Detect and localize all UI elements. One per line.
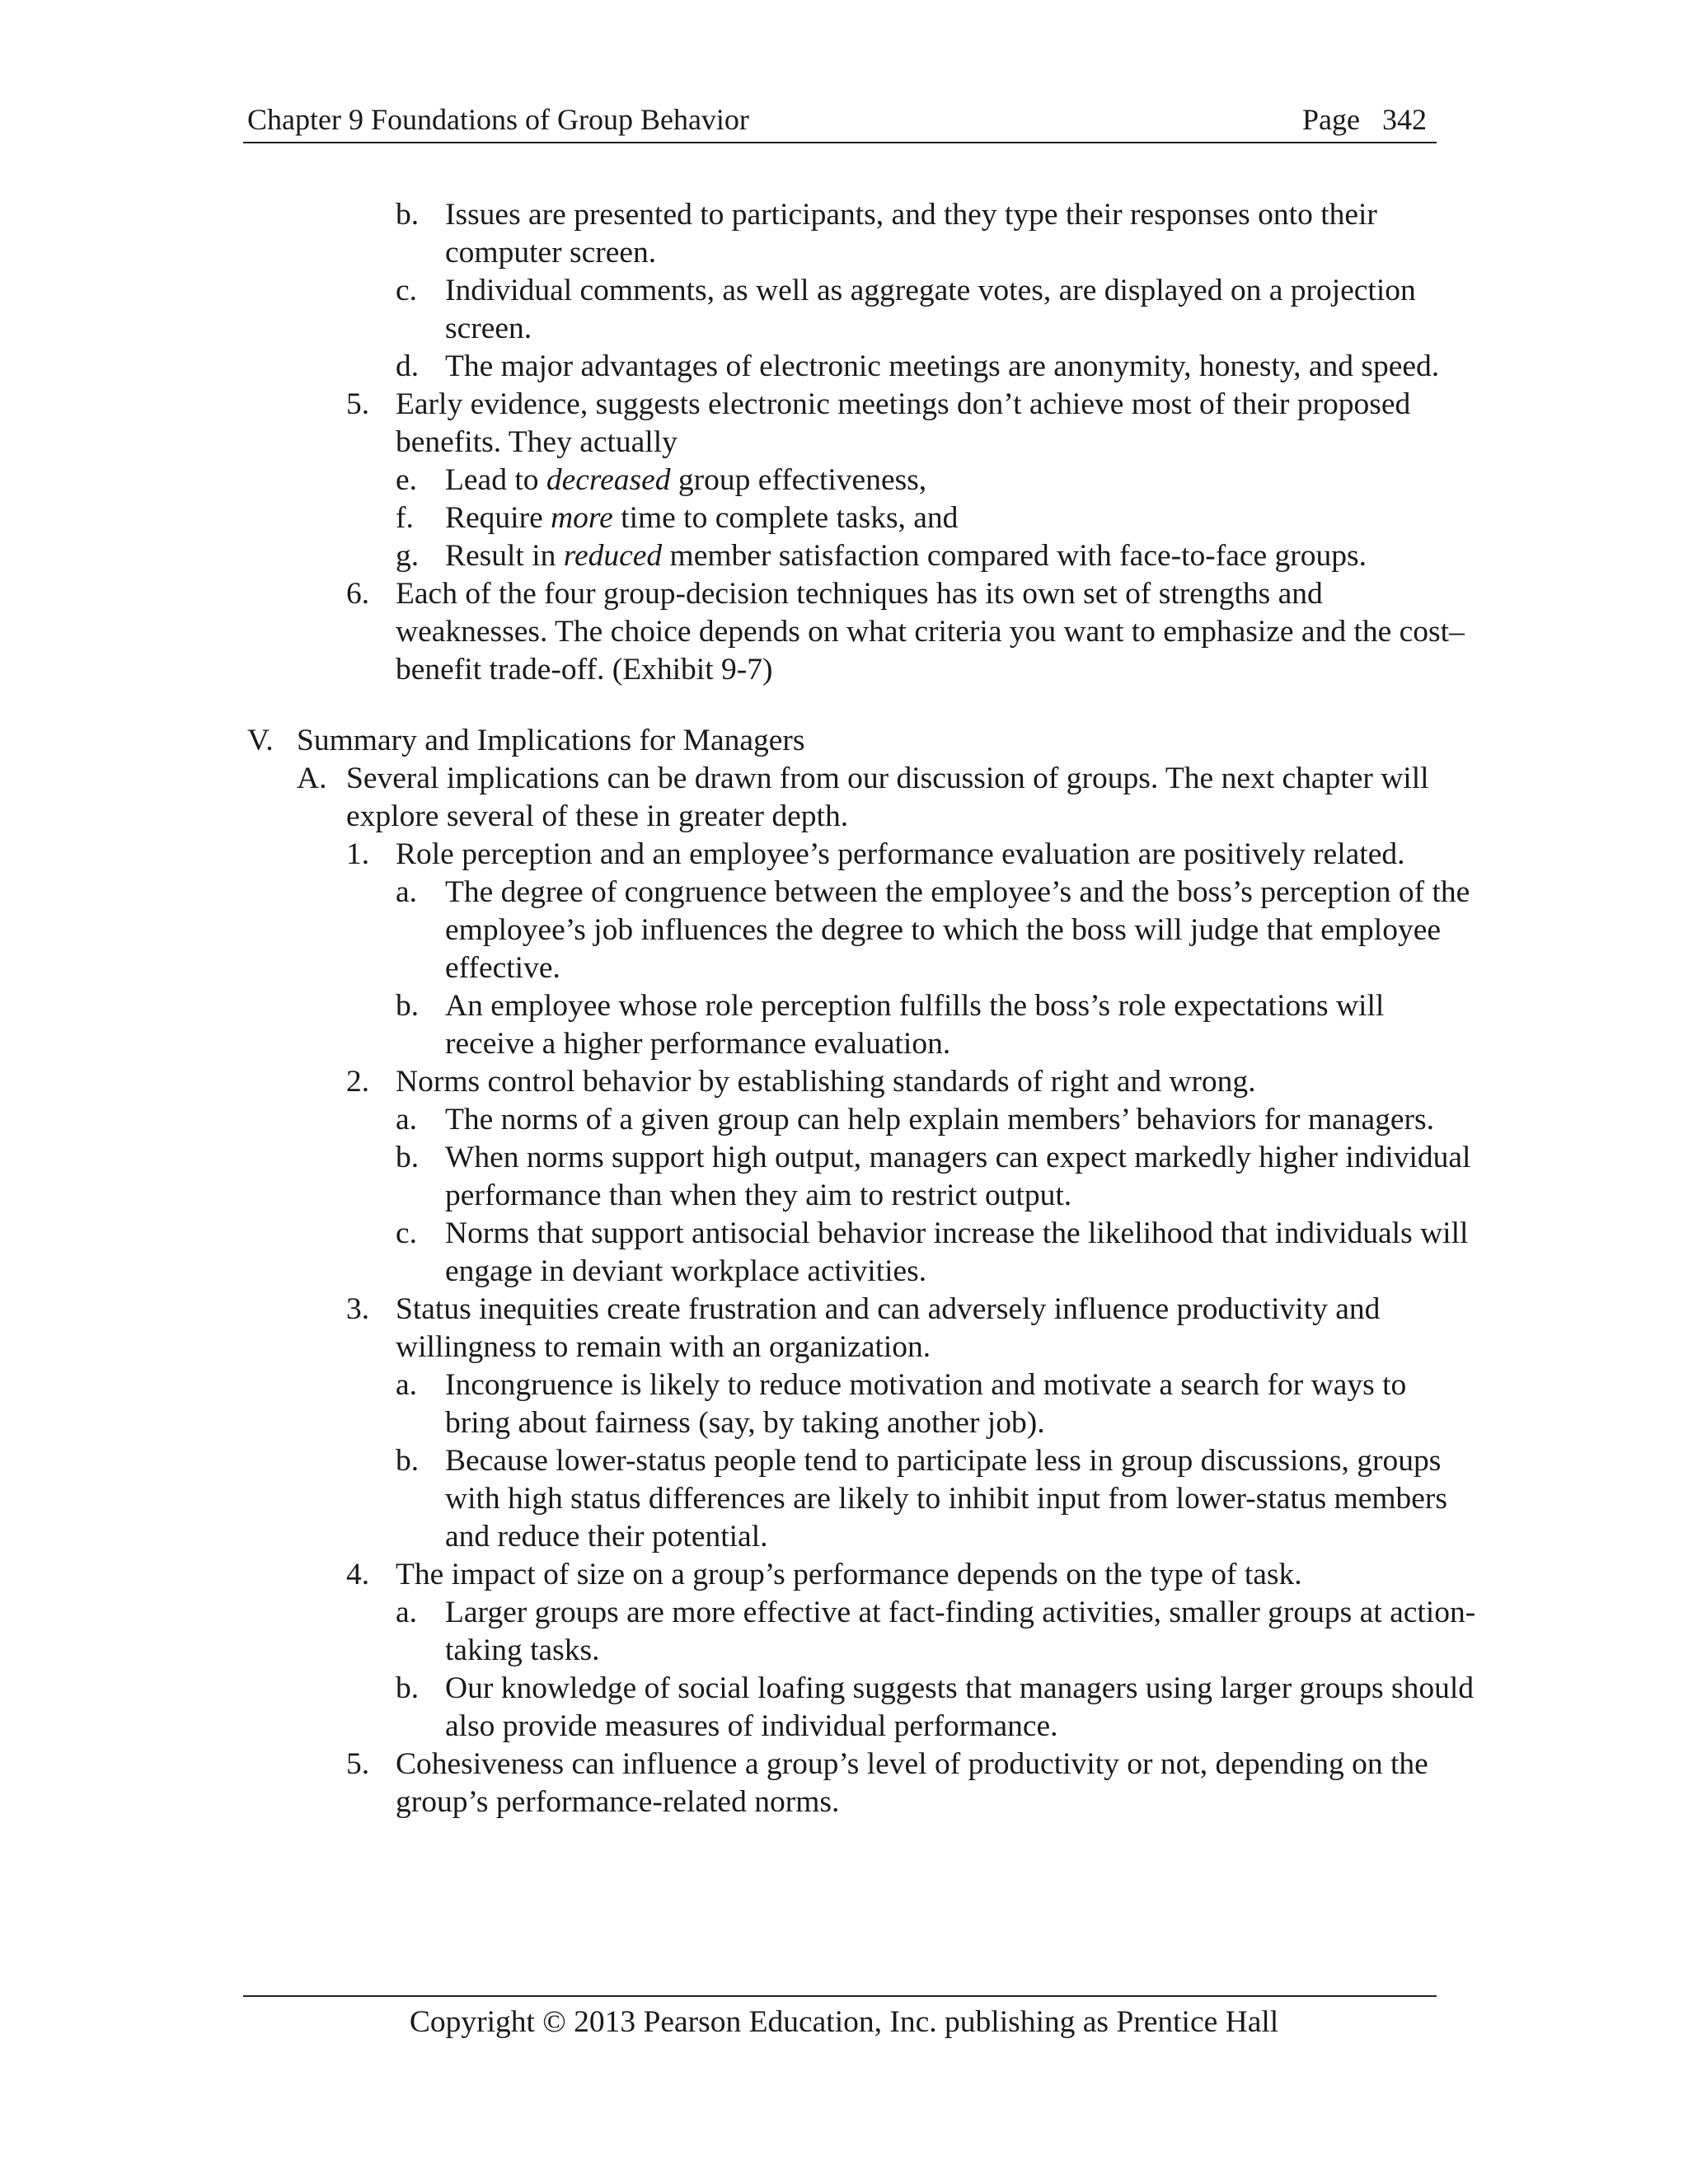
outline-item-level-3 — [0, 1670, 1688, 1746]
outline-item-level-0 — [0, 722, 1688, 760]
item-text-pre: Lead to — [445, 463, 546, 497]
outline-item-level-3 — [0, 196, 1688, 272]
item-label: 1. — [346, 837, 370, 871]
item-text: When norms support high output, managers can expect markedly higher individual performance than when they aim to restrict output. — [445, 1141, 1471, 1212]
item-text-emphasis: decreased — [546, 463, 671, 497]
item-label: b. — [396, 1444, 420, 1478]
outline-item-level-3 — [0, 987, 1688, 1063]
footer-rule — [243, 1995, 1437, 1997]
page-header — [243, 97, 1437, 143]
section-gap — [0, 689, 1688, 722]
item-label: a. — [396, 1368, 418, 1402]
outline-item-level-2 — [0, 1746, 1688, 1821]
item-label: 4. — [346, 1558, 370, 1591]
item-text-emphasis: more — [551, 501, 613, 535]
item-label: d. — [396, 349, 420, 383]
item-label: f. — [396, 501, 414, 535]
item-text-post: group effectiveness, — [670, 463, 927, 497]
item-label: b. — [396, 1671, 420, 1705]
outline-item-level-3 — [0, 499, 1688, 537]
outline-item-level-1 — [0, 760, 1688, 836]
item-text: Cohesiveness can influence a group’s level of productivity or not, depending on the group’s performance-related norms. — [396, 1747, 1428, 1819]
item-text-post: time to complete tasks, and — [612, 501, 959, 535]
page-number: Page 342 — [1302, 103, 1427, 136]
item-text: Individual comments, as well as aggregate votes, are displayed on a projection screen. — [445, 274, 1416, 345]
item-label: b. — [396, 198, 420, 232]
copyright-notice: Copyright © 2013 Pearson Education, Inc. publishing as Prentice Hall — [409, 2005, 1279, 2039]
outline-item-level-3 — [0, 1139, 1688, 1215]
item-text-post: member satisfaction compared with face-to-face groups. — [662, 539, 1367, 573]
item-label: V. — [247, 724, 274, 757]
item-label: b. — [396, 1141, 420, 1174]
outline-body — [0, 196, 1688, 1821]
item-text — [445, 537, 1478, 575]
item-label: c. — [396, 274, 418, 307]
item-text: Each of the four group-decision techniques has its own set of strengths and weaknesses. The choice depends on what criteria you want to emphasize and the cost–benefit trade-off. (Exhibit 9-7) — [396, 577, 1465, 687]
outline-item-level-3 — [0, 1594, 1688, 1670]
item-text-pre: Require — [445, 501, 551, 535]
item-text: Norms that support antisocial behavior increase the likelihood that individuals will engage in deviant workplace activities. — [445, 1216, 1469, 1288]
outline-item-level-2 — [0, 1291, 1688, 1366]
item-label: b. — [396, 989, 420, 1023]
item-text: Issues are presented to participants, and they type their responses onto their computer screen. — [445, 198, 1377, 269]
item-label: a. — [396, 1103, 418, 1137]
item-text: The impact of size on a group’s performance depends on the type of task. — [396, 1558, 1302, 1591]
outline-item-level-2 — [0, 386, 1688, 462]
item-text: Norms control behavior by establishing standards of right and wrong. — [396, 1065, 1256, 1099]
outline-item-level-3 — [0, 348, 1688, 386]
item-label: g. — [396, 539, 420, 573]
item-label: a. — [396, 1596, 418, 1629]
item-text: The major advantages of electronic meetings are anonymity, honesty, and speed. — [445, 349, 1440, 383]
item-label: A. — [297, 762, 327, 795]
item-text: Role perception and an employee’s performance evaluation are positively related. — [396, 837, 1405, 871]
item-label: 3. — [346, 1292, 370, 1326]
item-text: Several implications can be drawn from our discussion of groups. The next chapter will explore several of these in greater depth. — [346, 762, 1429, 833]
outline-item-level-2 — [0, 836, 1688, 874]
chapter-title: Chapter 9 Foundations of Group Behavior — [247, 103, 749, 136]
outline-item-level-3 — [0, 1366, 1688, 1442]
item-label: 5. — [346, 387, 370, 421]
item-text: Larger groups are more effective at fact-finding activities, smaller groups at action-taking tasks. — [445, 1596, 1476, 1667]
item-text: Summary and Implications for Managers — [297, 724, 805, 757]
outline-item-level-2 — [0, 1556, 1688, 1594]
outline-item-level-3 — [0, 1215, 1688, 1291]
item-text-emphasis: reduced — [563, 539, 663, 573]
outline-item-level-3 — [0, 1442, 1688, 1556]
outline-item-level-2 — [0, 1063, 1688, 1101]
item-text: The norms of a given group can help explain members’ behaviors for managers. — [445, 1103, 1434, 1137]
item-text: Because lower-status people tend to participate less in group discussions, groups with high status differences are likely to inhibit input from lower-status members and reduce their potential. — [445, 1444, 1448, 1554]
item-text: Incongruence is likely to reduce motivation and motivate a search for ways to bring about fairness (say, by taking another job). — [445, 1368, 1407, 1440]
item-text: Status inequities create frustration and can adversely influence productivity and willingness to remain with an organization. — [396, 1292, 1381, 1364]
outline-item-level-3 — [0, 1101, 1688, 1139]
outline-item-level-2 — [0, 575, 1688, 689]
item-text — [445, 499, 1478, 537]
outline-item-level-3 — [0, 537, 1688, 575]
outline-item-level-3 — [0, 874, 1688, 987]
item-label: 5. — [346, 1747, 370, 1781]
item-label: a. — [396, 875, 418, 909]
item-text: Early evidence, suggests electronic meetings don’t achieve most of their proposed benefits. They actually — [396, 387, 1411, 459]
item-label: 2. — [346, 1065, 370, 1099]
item-text: An employee whose role perception fulfills the boss’s role expectations will receive a higher performance evaluation. — [445, 989, 1385, 1061]
item-label: 6. — [346, 577, 370, 611]
page-footer — [0, 2001, 1688, 2044]
outline-item-level-3 — [0, 462, 1688, 499]
outline-item-level-3 — [0, 272, 1688, 348]
item-label: c. — [396, 1216, 418, 1250]
item-label: e. — [396, 463, 418, 497]
item-text-pre: Result in — [445, 539, 564, 573]
item-text — [445, 462, 1478, 499]
item-text: The degree of congruence between the employee’s and the boss’s perception of the employee’s job influences the degree to which the boss will judge that employee effective. — [445, 875, 1470, 985]
item-text: Our knowledge of social loafing suggests that managers using larger groups should also provide measures of individual performance. — [445, 1671, 1475, 1743]
